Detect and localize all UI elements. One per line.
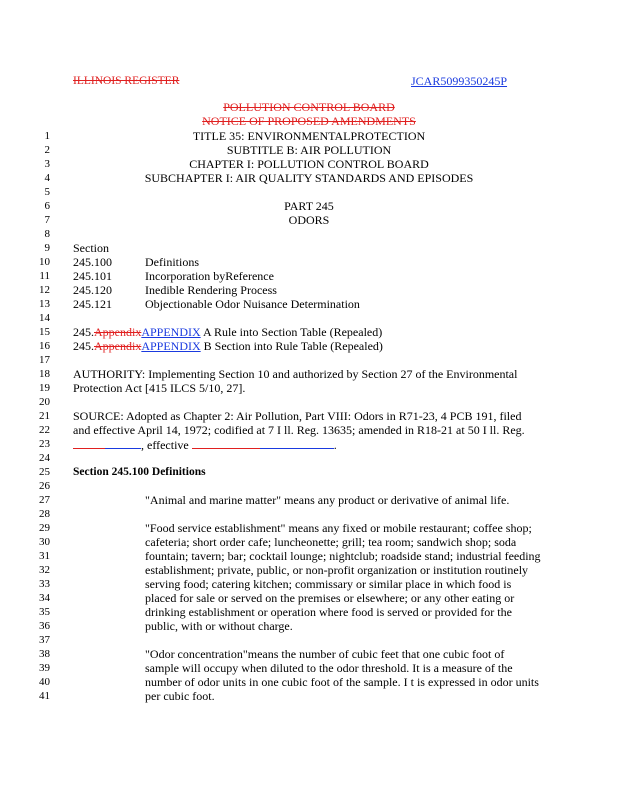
appendix-rest: B Section into Rule Table (Repealed) <box>200 339 383 353</box>
line-number: 29 <box>39 522 50 534</box>
toc-section-title: Definitions <box>145 255 199 269</box>
part-name: ODORS <box>288 213 330 227</box>
toc-appendix-a <box>73 325 382 339</box>
toc-section-number: 245.121 <box>73 297 112 311</box>
appendix-struck-text: Appendix <box>94 325 142 339</box>
subchapter-line: SUBCHAPTER I: AIR QUALITY STANDARDS AND EPISODES <box>144 171 474 185</box>
appendix-inserted-text: APPENDIX <box>141 325 201 339</box>
line-number: 1 <box>44 130 50 142</box>
line-number: 5 <box>44 186 50 198</box>
line-number: 20 <box>39 396 50 408</box>
definition-food-service: drinking establishment or operation where food is served or provided for the <box>145 605 512 619</box>
line-number: 15 <box>39 326 50 338</box>
part-number: PART 245 <box>284 199 334 213</box>
line-number: 25 <box>39 466 50 478</box>
definition-food-service: public, with or without charge. <box>145 619 293 633</box>
line-number: 10 <box>39 256 50 268</box>
line-number: 28 <box>39 508 50 520</box>
definition-food-service: serving food; catering kitchen; commissary or similar place in which food is <box>145 577 512 591</box>
title-line: TITLE 35: ENVIRONMENTALPROTECTION <box>192 129 426 143</box>
line-number: 23 <box>39 438 50 450</box>
line-number: 3 <box>44 158 50 170</box>
line-number: 27 <box>39 494 50 506</box>
jcar-code-link[interactable]: JCAR5099350245P <box>411 74 508 88</box>
line-number: 12 <box>39 284 50 296</box>
line-number: 16 <box>39 340 50 352</box>
toc-section-number: 245.120 <box>73 283 112 297</box>
line-number: 13 <box>39 298 50 310</box>
line-number: 4 <box>44 172 50 184</box>
line-number: 33 <box>39 578 50 590</box>
blank-effective-date <box>260 437 334 449</box>
toc-heading: Section <box>73 241 109 255</box>
line-number: 19 <box>39 382 50 394</box>
section-heading: Section 245.100 Definitions <box>73 466 206 478</box>
source-line: SOURCE: Adopted as Chapter 2: Air Pollution, Part VIII: Odors in R71-23, 4 PCB 191, filed <box>73 409 522 423</box>
line-number: 18 <box>39 368 50 380</box>
line-number: 24 <box>39 452 50 464</box>
definition-animal-marine: "Animal and marine matter" means any product or derivative of animal life. <box>145 493 510 507</box>
definition-odor-concentration: "Odor concentration"means the number of cubic feet that one cubic foot of <box>145 647 505 661</box>
blank-register-page <box>105 437 141 449</box>
definition-food-service: cafeteria; short order cafe; luncheonette; grill; tea room; sandwich shop; soda <box>145 535 517 549</box>
blank-effective-date-old <box>192 437 260 449</box>
notice-board: POLLUTION CONTROL BOARD <box>223 100 395 114</box>
definition-food-service: establishment; private, public, or non-profit organization or institution routinely <box>145 563 529 577</box>
toc-section-title: Objectionable Odor Nuisance Determination <box>145 297 360 311</box>
line-number: 17 <box>39 354 50 366</box>
line-number: 22 <box>39 424 50 436</box>
line-number: 8 <box>44 228 50 240</box>
authority-line: AUTHORITY: Implementing Section 10 and authorized by Section 27 of the Environmental <box>73 367 518 381</box>
line-number: 6 <box>44 200 50 212</box>
definition-food-service: fountain; tavern; bar; cocktail lounge; nightclub; roadside stand; industrial feeding <box>145 549 541 563</box>
appendix-rest: A Rule into Section Table (Repealed) <box>200 325 383 339</box>
line-number: 7 <box>44 214 50 226</box>
appendix-prefix: 245. <box>73 339 94 353</box>
toc-section-title: Inedible Rendering Process <box>145 283 277 297</box>
effective-label: , effective <box>141 438 189 452</box>
source-end-period: . <box>333 438 337 452</box>
source-line: and effective April 14, 1972; codified at 7 I ll. Reg. 13635; amended in R18-21 at 50 I ll. Reg. <box>73 423 525 437</box>
definition-odor-concentration: per cubic foot. <box>145 689 215 703</box>
definition-food-service: "Food service establishment" means any fixed or mobile restaurant; coffee shop; <box>145 521 532 535</box>
register-header: ILLINOIS REGISTER <box>73 75 180 87</box>
line-number: 35 <box>39 606 50 618</box>
subtitle-line: SUBTITLE B: AIR POLLUTION <box>226 143 392 157</box>
blank-register-volume <box>73 437 105 449</box>
appendix-inserted-text: APPENDIX <box>141 339 201 353</box>
line-number: 34 <box>39 592 50 604</box>
line-number: 39 <box>39 662 50 674</box>
line-number: 40 <box>39 676 50 688</box>
toc-section-number: 245.101 <box>73 269 112 283</box>
authority-line: Protection Act [415 ILCS 5/10, 27]. <box>73 381 246 395</box>
line-number: 9 <box>44 242 50 254</box>
line-number: 30 <box>39 536 50 548</box>
line-number: 2 <box>44 144 50 156</box>
line-number: 26 <box>39 480 50 492</box>
line-number: 14 <box>39 312 50 324</box>
chapter-line: CHAPTER I: POLLUTION CONTROL BOARD <box>189 157 429 171</box>
source-effective-line <box>73 437 337 452</box>
toc-section-title: Incorporation byReference <box>145 269 274 283</box>
line-number: 41 <box>39 690 50 702</box>
line-number: 37 <box>39 634 50 646</box>
line-number: 38 <box>39 648 50 660</box>
toc-section-number: 245.100 <box>73 255 112 269</box>
appendix-prefix: 245. <box>73 325 94 339</box>
toc-appendix-b <box>73 339 383 353</box>
line-number: 32 <box>39 564 50 576</box>
appendix-struck-text: Appendix <box>94 339 142 353</box>
line-number: 36 <box>39 620 50 632</box>
definition-food-service: placed for sale or served on the premises or elsewhere; or any other eating or <box>145 591 515 605</box>
notice-amendments: NOTICE OF PROPOSED AMENDMENTS <box>202 114 416 128</box>
line-number: 11 <box>39 270 50 282</box>
definition-odor-concentration: number of odor units in one cubic foot of the sample. I t is expressed in odor units <box>145 675 539 689</box>
line-number: 21 <box>39 410 50 422</box>
line-number: 31 <box>39 550 50 562</box>
definition-odor-concentration: sample will occupy when diluted to the odor threshold. It is a measure of the <box>145 661 513 675</box>
